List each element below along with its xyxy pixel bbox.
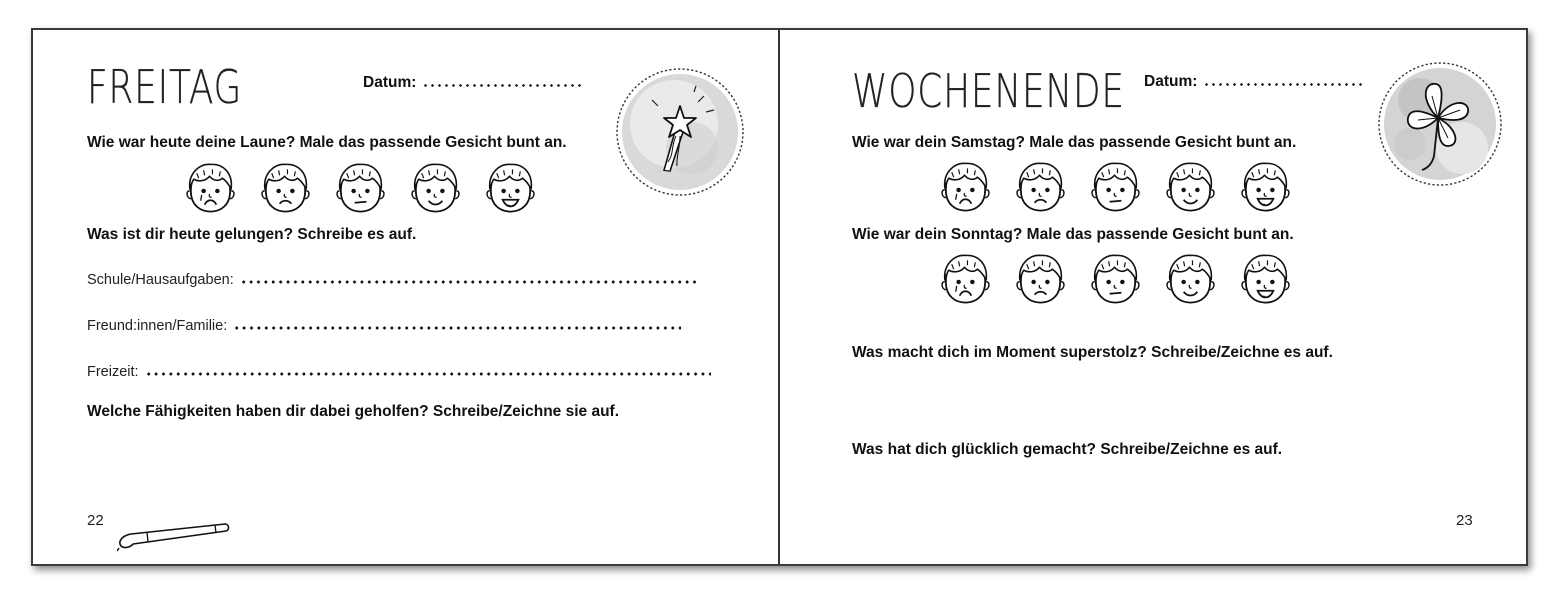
page-title: WOCHENENDE (852, 64, 1125, 118)
neutral-face-icon[interactable] (1088, 252, 1143, 306)
right-page (780, 30, 1528, 564)
page-number: 22 (87, 512, 104, 529)
face-row (183, 161, 538, 215)
field-dotted-line (145, 372, 711, 376)
field-school[interactable] (87, 272, 700, 288)
very-sad-face-icon[interactable] (183, 161, 238, 215)
very-sad-face-icon[interactable] (938, 252, 993, 306)
field-label: Freund:innen/Familie: (87, 318, 228, 334)
question-proud: Was macht dich im Moment superstolz? Schreibe/Zeichne es auf. (852, 344, 1333, 361)
question-happy: Was hat dich glücklich gemacht? Schreibe/Zeichne es auf. (852, 441, 1283, 458)
field-free-time[interactable] (87, 364, 711, 380)
page-title: FREITAG (87, 60, 243, 114)
happy-face-icon[interactable] (1163, 160, 1218, 214)
question-success: Was ist dir heute gelungen? Schreibe es auf. (87, 226, 417, 243)
happy-face-icon[interactable] (408, 161, 463, 215)
field-dotted-line (233, 326, 681, 330)
very-sad-face-icon[interactable] (938, 160, 993, 214)
sad-face-icon[interactable] (258, 161, 313, 215)
field-friends-family[interactable] (87, 318, 681, 334)
question-abilities: Welche Fähigkeiten haben dir dabei geholfen? Schreibe/Zeichne sie auf. (87, 403, 620, 420)
neutral-face-icon[interactable] (333, 161, 388, 215)
sad-face-icon[interactable] (1013, 252, 1068, 306)
happy-face-icon[interactable] (1163, 252, 1218, 306)
magic-wand-icon (614, 66, 746, 198)
question-saturday: Wie war dein Samstag? Male das passende Gesicht bunt an. (852, 134, 1297, 151)
very-happy-face-icon[interactable] (483, 161, 538, 215)
very-happy-face-icon[interactable] (1238, 252, 1293, 306)
book-spread (31, 28, 1528, 566)
pen-icon (117, 518, 235, 554)
neutral-face-icon[interactable] (1088, 160, 1143, 214)
field-dotted-line (240, 280, 700, 284)
question-mood: Wie war heute deine Laune? Male das passende Gesicht bunt an. (87, 134, 567, 151)
date-label: Datum: (1144, 73, 1198, 90)
date-field[interactable] (1144, 73, 1365, 91)
very-happy-face-icon[interactable] (1238, 160, 1293, 214)
date-field[interactable] (363, 74, 584, 92)
sad-face-icon[interactable] (1013, 160, 1068, 214)
field-label: Schule/Hausaufgaben: (87, 272, 234, 288)
date-dotted-line (422, 84, 584, 87)
date-dotted-line (1203, 83, 1365, 86)
left-page (33, 30, 778, 564)
face-row-sunday (938, 252, 1293, 306)
four-leaf-clover-icon (1376, 60, 1504, 188)
field-label: Freizeit: (87, 364, 139, 380)
date-label: Datum: (363, 74, 417, 91)
face-row-saturday (938, 160, 1293, 214)
question-sunday: Wie war dein Sonntag? Male das passende Gesicht bunt an. (852, 226, 1294, 243)
page-number: 23 (1456, 512, 1473, 529)
